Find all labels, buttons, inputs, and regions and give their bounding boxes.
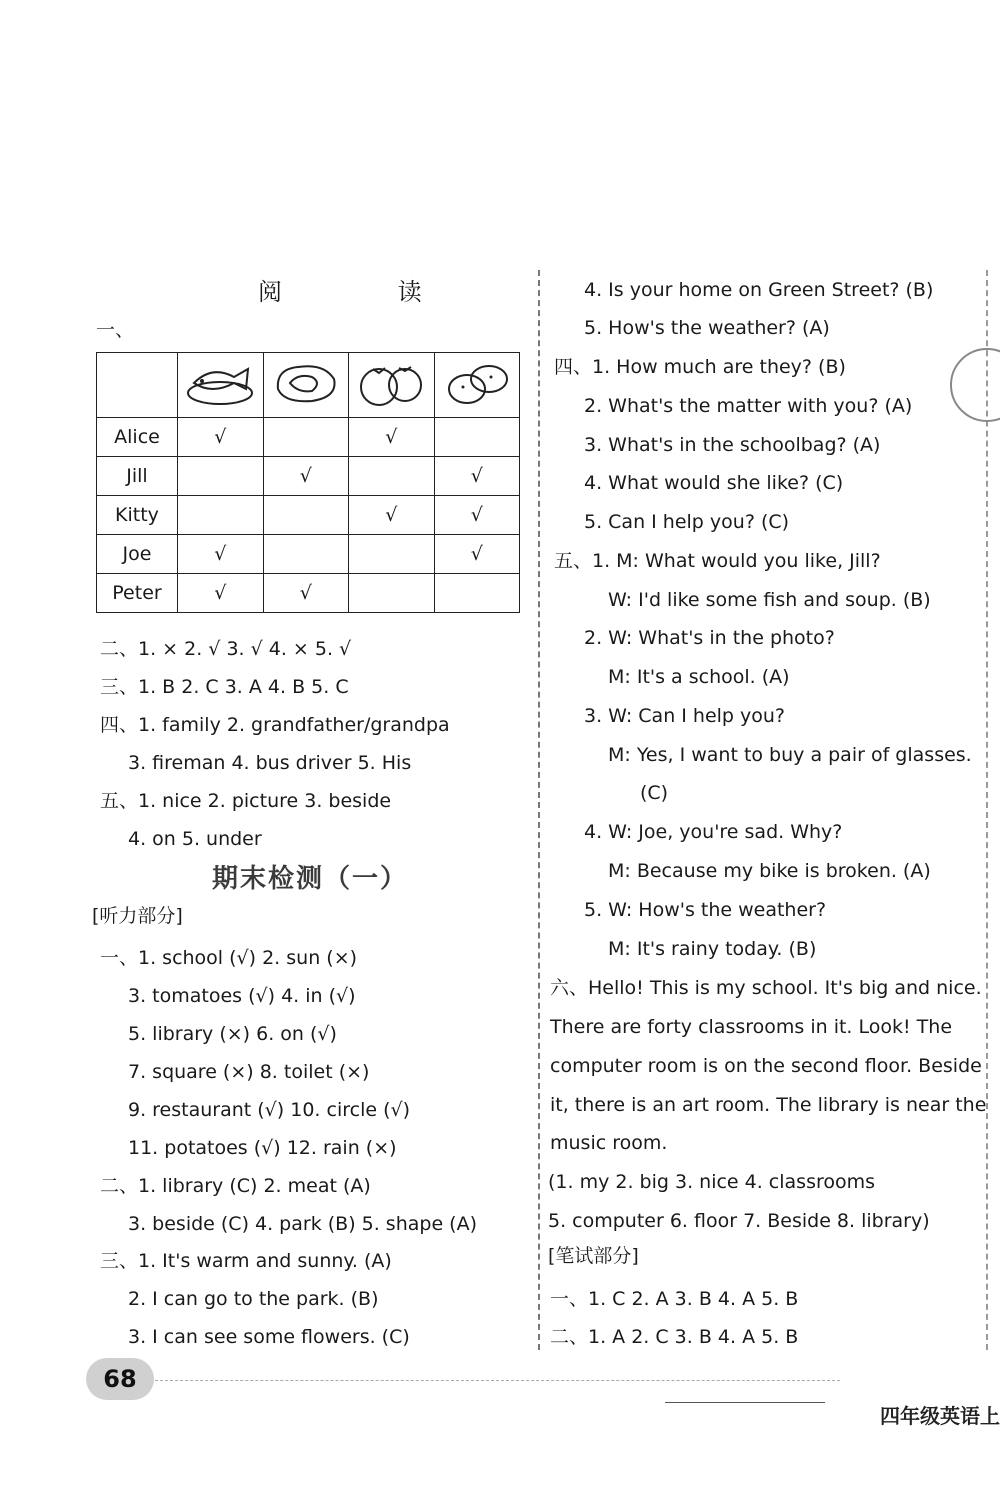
tomato-icon bbox=[349, 353, 435, 418]
table-row: Kitty √ √ bbox=[97, 496, 520, 535]
answer-line: 5. W: How's the weather? bbox=[584, 899, 827, 921]
answer-line: 9. restaurant (√) 10. circle (√) bbox=[128, 1099, 411, 1121]
table-row: Peter √ √ bbox=[97, 574, 520, 613]
answer-line: M: Yes, I want to buy a pair of glasses. bbox=[608, 744, 972, 766]
table-row: Alice √ √ bbox=[97, 418, 520, 457]
footer-underline bbox=[665, 1402, 825, 1403]
answer-line: 2. What's the matter with you? (A) bbox=[584, 395, 913, 417]
answer-line: M: Because my bike is broken. (A) bbox=[608, 860, 931, 882]
answer-line: (C) bbox=[640, 782, 669, 804]
answer-line: W: I'd like some fish and soup. (B) bbox=[608, 589, 931, 611]
passage-line: it, there is an art room. The library is near the bbox=[550, 1094, 987, 1116]
food-table bbox=[96, 352, 520, 613]
listening-label: [听力部分] bbox=[92, 905, 183, 927]
meat-icon bbox=[263, 353, 349, 418]
passage-line: computer room is on the second floor. Beside bbox=[550, 1055, 982, 1077]
written-label: [笔试部分] bbox=[548, 1245, 639, 1267]
answer-line: 2. W: What's in the photo? bbox=[584, 627, 835, 649]
answer-line: 3. fireman 4. bus driver 5. His bbox=[128, 752, 412, 774]
answer-line: 3. W: Can I help you? bbox=[584, 705, 786, 727]
answer-line: 一、1. C 2. A 3. B 4. A 5. B bbox=[550, 1288, 799, 1310]
table-row: Joe √ √ bbox=[97, 535, 520, 574]
answer-line: 3. tomatoes (√) 4. in (√) bbox=[128, 985, 356, 1007]
fish-icon bbox=[178, 353, 264, 418]
answer-line: 11. potatoes (√) 12. rain (×) bbox=[128, 1137, 397, 1159]
answer-line: 五、1. M: What would you like, Jill? bbox=[554, 550, 881, 572]
answer-line: M: It's rainy today. (B) bbox=[608, 938, 817, 960]
answer-line: 5. library (×) 6. on (√) bbox=[128, 1023, 337, 1045]
section-label: 一、 bbox=[96, 319, 135, 341]
answer-line: 三、1. It's warm and sunny. (A) bbox=[100, 1250, 392, 1272]
answer-line: 二、1. library (C) 2. meat (A) bbox=[100, 1175, 371, 1197]
edge-divider bbox=[986, 270, 988, 1350]
answer-line: 二、1. × 2. √ 3. √ 4. × 5. √ bbox=[100, 638, 352, 660]
passage-line: music room. bbox=[550, 1132, 668, 1154]
answer-line: 7. square (×) 8. toilet (×) bbox=[128, 1061, 370, 1083]
answer-line: (1. my 2. big 3. nice 4. classrooms bbox=[548, 1171, 876, 1193]
reading-title: 阅 读 bbox=[258, 278, 476, 306]
answer-line: 3. beside (C) 4. park (B) 5. shape (A) bbox=[128, 1213, 478, 1235]
passage-line: 六、Hello! This is my school. It's big and nice. bbox=[550, 977, 982, 999]
answer-line: 3. I can see some flowers. (C) bbox=[128, 1326, 410, 1348]
answer-line: 4. W: Joe, you're sad. Why? bbox=[584, 821, 843, 843]
page-number: 68 bbox=[86, 1358, 154, 1400]
answer-line: 4. What would she like? (C) bbox=[584, 472, 844, 494]
book-tag: 四年级英语上 bbox=[880, 1404, 1000, 1428]
table-row: Jill √ √ bbox=[97, 457, 520, 496]
answer-line: 5. computer 6. floor 7. Beside 8. library) bbox=[548, 1210, 930, 1232]
answer-line: 5. Can I help you? (C) bbox=[584, 511, 790, 533]
exam-title: 期末检测（一） bbox=[212, 864, 409, 894]
answer-line: 二、1. A 2. C 3. B 4. A 5. B bbox=[550, 1326, 799, 1348]
answer-line: 五、1. nice 2. picture 3. beside bbox=[100, 790, 392, 812]
answer-line: 三、1. B 2. C 3. A 4. B 5. C bbox=[100, 676, 349, 698]
answer-line: 4. on 5. under bbox=[128, 828, 262, 850]
footer-rule bbox=[150, 1380, 840, 1381]
potato-icon bbox=[434, 353, 520, 418]
answer-line: 4. Is your home on Green Street? (B) bbox=[584, 279, 934, 301]
answer-line: 四、1. How much are they? (B) bbox=[554, 356, 846, 378]
answer-line: M: It's a school. (A) bbox=[608, 666, 790, 688]
answer-line: 四、1. family 2. grandfather/grandpa bbox=[100, 714, 450, 736]
passage-line: There are forty classrooms in it. Look! The bbox=[550, 1016, 953, 1038]
answer-line: 5. How's the weather? (A) bbox=[584, 317, 830, 339]
answer-line: 3. What's in the schoolbag? (A) bbox=[584, 434, 881, 456]
answer-line: 一、1. school (√) 2. sun (×) bbox=[100, 947, 358, 969]
column-divider bbox=[538, 270, 540, 1350]
stamp-mark bbox=[950, 348, 1000, 422]
answer-line: 2. I can go to the park. (B) bbox=[128, 1288, 379, 1310]
